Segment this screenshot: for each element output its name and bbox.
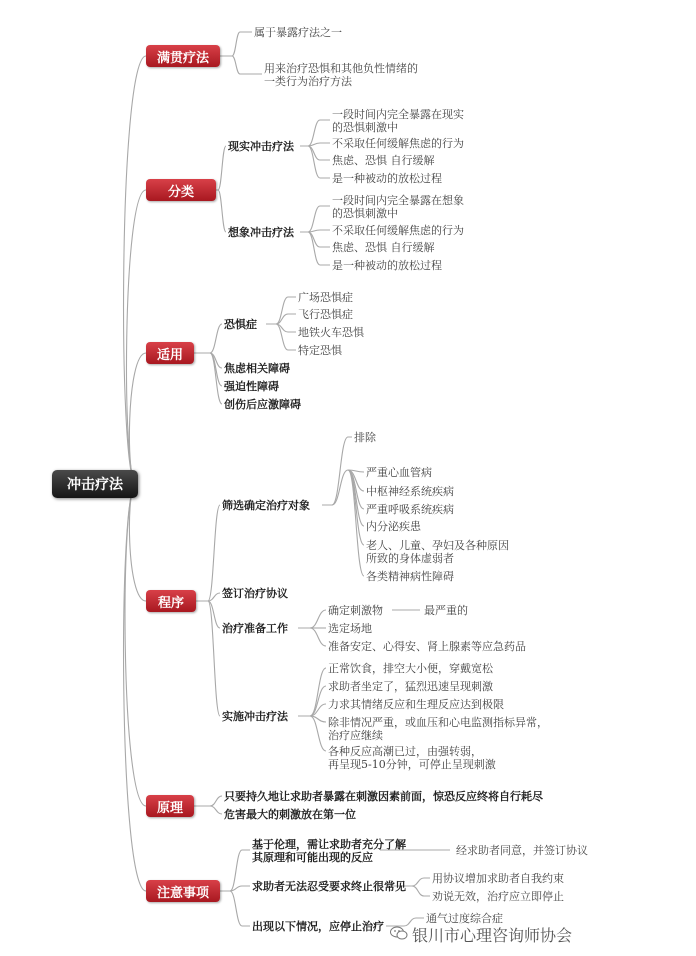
- fenlei-sub1-item-3: 不采取任何缓解焦虑的行为: [332, 137, 464, 150]
- shishi-item-7: 再呈现5-10分钟，可停止呈现刺激: [328, 758, 496, 771]
- zhuyi-item-1b: 其原理和可能出现的反应: [252, 851, 373, 864]
- shaixuan-paichu: 排除: [354, 431, 376, 444]
- shiyong-kongju: 恐惧症: [224, 318, 257, 331]
- manguan-item-3: 一类行为治疗方法: [264, 75, 352, 88]
- fenlei-sub2-item-3: 不采取任何缓解焦虑的行为: [332, 224, 464, 237]
- shishi-item-1: 正常饮食，排空大小便，穿戴宽松: [328, 662, 493, 675]
- fenlei-sub2-item-5: 是一种被动的放松过程: [332, 259, 442, 272]
- zhunbei-item-3: 准备安定、心得安、肾上腺素等应急药品: [328, 640, 526, 653]
- zhuyi-item-2: 求助者无法忍受要求终止很常见: [252, 880, 406, 893]
- zhunbei-item-1: 确定刺激物: [328, 604, 383, 617]
- shiyong-other-3: 创伤后应激障碍: [224, 398, 301, 411]
- shishi-item-6: 各种反应高潮已过，由强转弱，: [328, 745, 482, 758]
- shaixuan-item-4: 内分泌疾患: [366, 520, 421, 533]
- zhunbei-note: 最严重的: [424, 604, 468, 617]
- fenlei-sub-1: 现实冲击疗法: [228, 140, 294, 153]
- kongju-item-1: 广场恐惧症: [298, 291, 353, 304]
- zhuyi-item-3: 出现以下情况，应停止治疗: [252, 920, 384, 933]
- chengxu-zhunbei: 治疗准备工作: [222, 622, 288, 635]
- shaixuan-item-1: 严重心血管病: [366, 466, 432, 479]
- fenlei-sub1-item-1: 一段时间内完全暴露在现实: [332, 108, 464, 121]
- zhuyi-note-2b: 劝说无效，治疗应立即停止: [432, 890, 564, 903]
- shishi-item-5: 治疗应继续: [328, 729, 383, 742]
- shaixuan-item-5: 老人、儿童、孕妇及各种原因: [366, 539, 509, 552]
- branch-zhuyi: 注意事项: [146, 880, 220, 902]
- watermark-text: 银川市心理咨询师协会: [412, 926, 573, 945]
- chengxu-shaixuan: 筛选确定治疗对象: [222, 499, 310, 512]
- shishi-item-4: 除非情况严重，或血压和心电监测指标异常，: [328, 716, 548, 729]
- shaixuan-item-6: 所致的身体虚弱者: [366, 552, 454, 565]
- branch-manguan: 满贯疗法: [146, 45, 220, 67]
- shiyong-other-1: 焦虑相关障碍: [224, 362, 290, 375]
- kongju-item-3: 地铁火车恐惧: [298, 326, 364, 339]
- shishi-item-2: 求助者坐定了，猛烈迅速呈现刺激: [328, 680, 493, 693]
- fenlei-sub1-item-4: 焦虑、恐惧 自行缓解: [332, 154, 435, 167]
- fenlei-sub2-item-4: 焦虑、恐惧 自行缓解: [332, 241, 435, 254]
- fenlei-sub2-item-1: 一段时间内完全暴露在想象: [332, 194, 464, 207]
- manguan-item-2: 用来治疗恐惧和其他负性情绪的: [264, 62, 418, 75]
- zhuyi-note-3: 通气过度综合症: [426, 912, 503, 925]
- shaixuan-item-3: 严重呼吸系统疾病: [366, 503, 454, 516]
- chengxu-shishi: 实施冲击疗法: [222, 710, 288, 723]
- kongju-item-4: 特定恐惧: [298, 344, 342, 357]
- shaixuan-item-7: 各类精神病性障碍: [366, 570, 454, 583]
- fenlei-sub1-item-5: 是一种被动的放松过程: [332, 172, 442, 185]
- chengxu-xieyi: 签订治疗协议: [222, 587, 288, 600]
- branch-yuanli: 原理: [146, 795, 194, 817]
- shiyong-other-2: 强迫性障碍: [224, 380, 279, 393]
- branch-chengxu: 程序: [146, 590, 196, 612]
- fenlei-sub-2: 想象冲击疗法: [228, 226, 294, 239]
- zhuyi-note-2a: 用协议增加求助者自我约束: [432, 872, 564, 885]
- root-node: 冲击疗法: [52, 470, 138, 498]
- shishi-item-3: 力求其情绪反应和生理反应达到极限: [328, 698, 504, 711]
- fenlei-sub1-item-2: 的恐惧刺激中: [332, 121, 398, 134]
- branch-shiyong: 适用: [146, 342, 194, 364]
- yuanli-item-1: 只要持久地让求助者暴露在刺激因素前面，惊恐反应终将自行耗尽: [224, 790, 543, 803]
- zhunbei-item-2: 选定场地: [328, 622, 372, 635]
- zhuyi-item-1a: 基于伦理，需让求助者充分了解: [252, 838, 406, 851]
- branch-fenlei: 分类: [146, 179, 216, 201]
- manguan-item-1: 属于暴露疗法之一: [254, 26, 342, 39]
- kongju-item-2: 飞行恐惧症: [298, 308, 353, 321]
- fenlei-sub2-item-2: 的恐惧刺激中: [332, 207, 398, 220]
- yuanli-item-2: 危害最大的刺激放在第一位: [224, 808, 356, 821]
- shaixuan-item-2: 中枢神经系统疾病: [366, 485, 454, 498]
- zhuyi-note-1: 经求助者同意，并签订协议: [456, 844, 588, 857]
- wechat-icon: [390, 926, 408, 940]
